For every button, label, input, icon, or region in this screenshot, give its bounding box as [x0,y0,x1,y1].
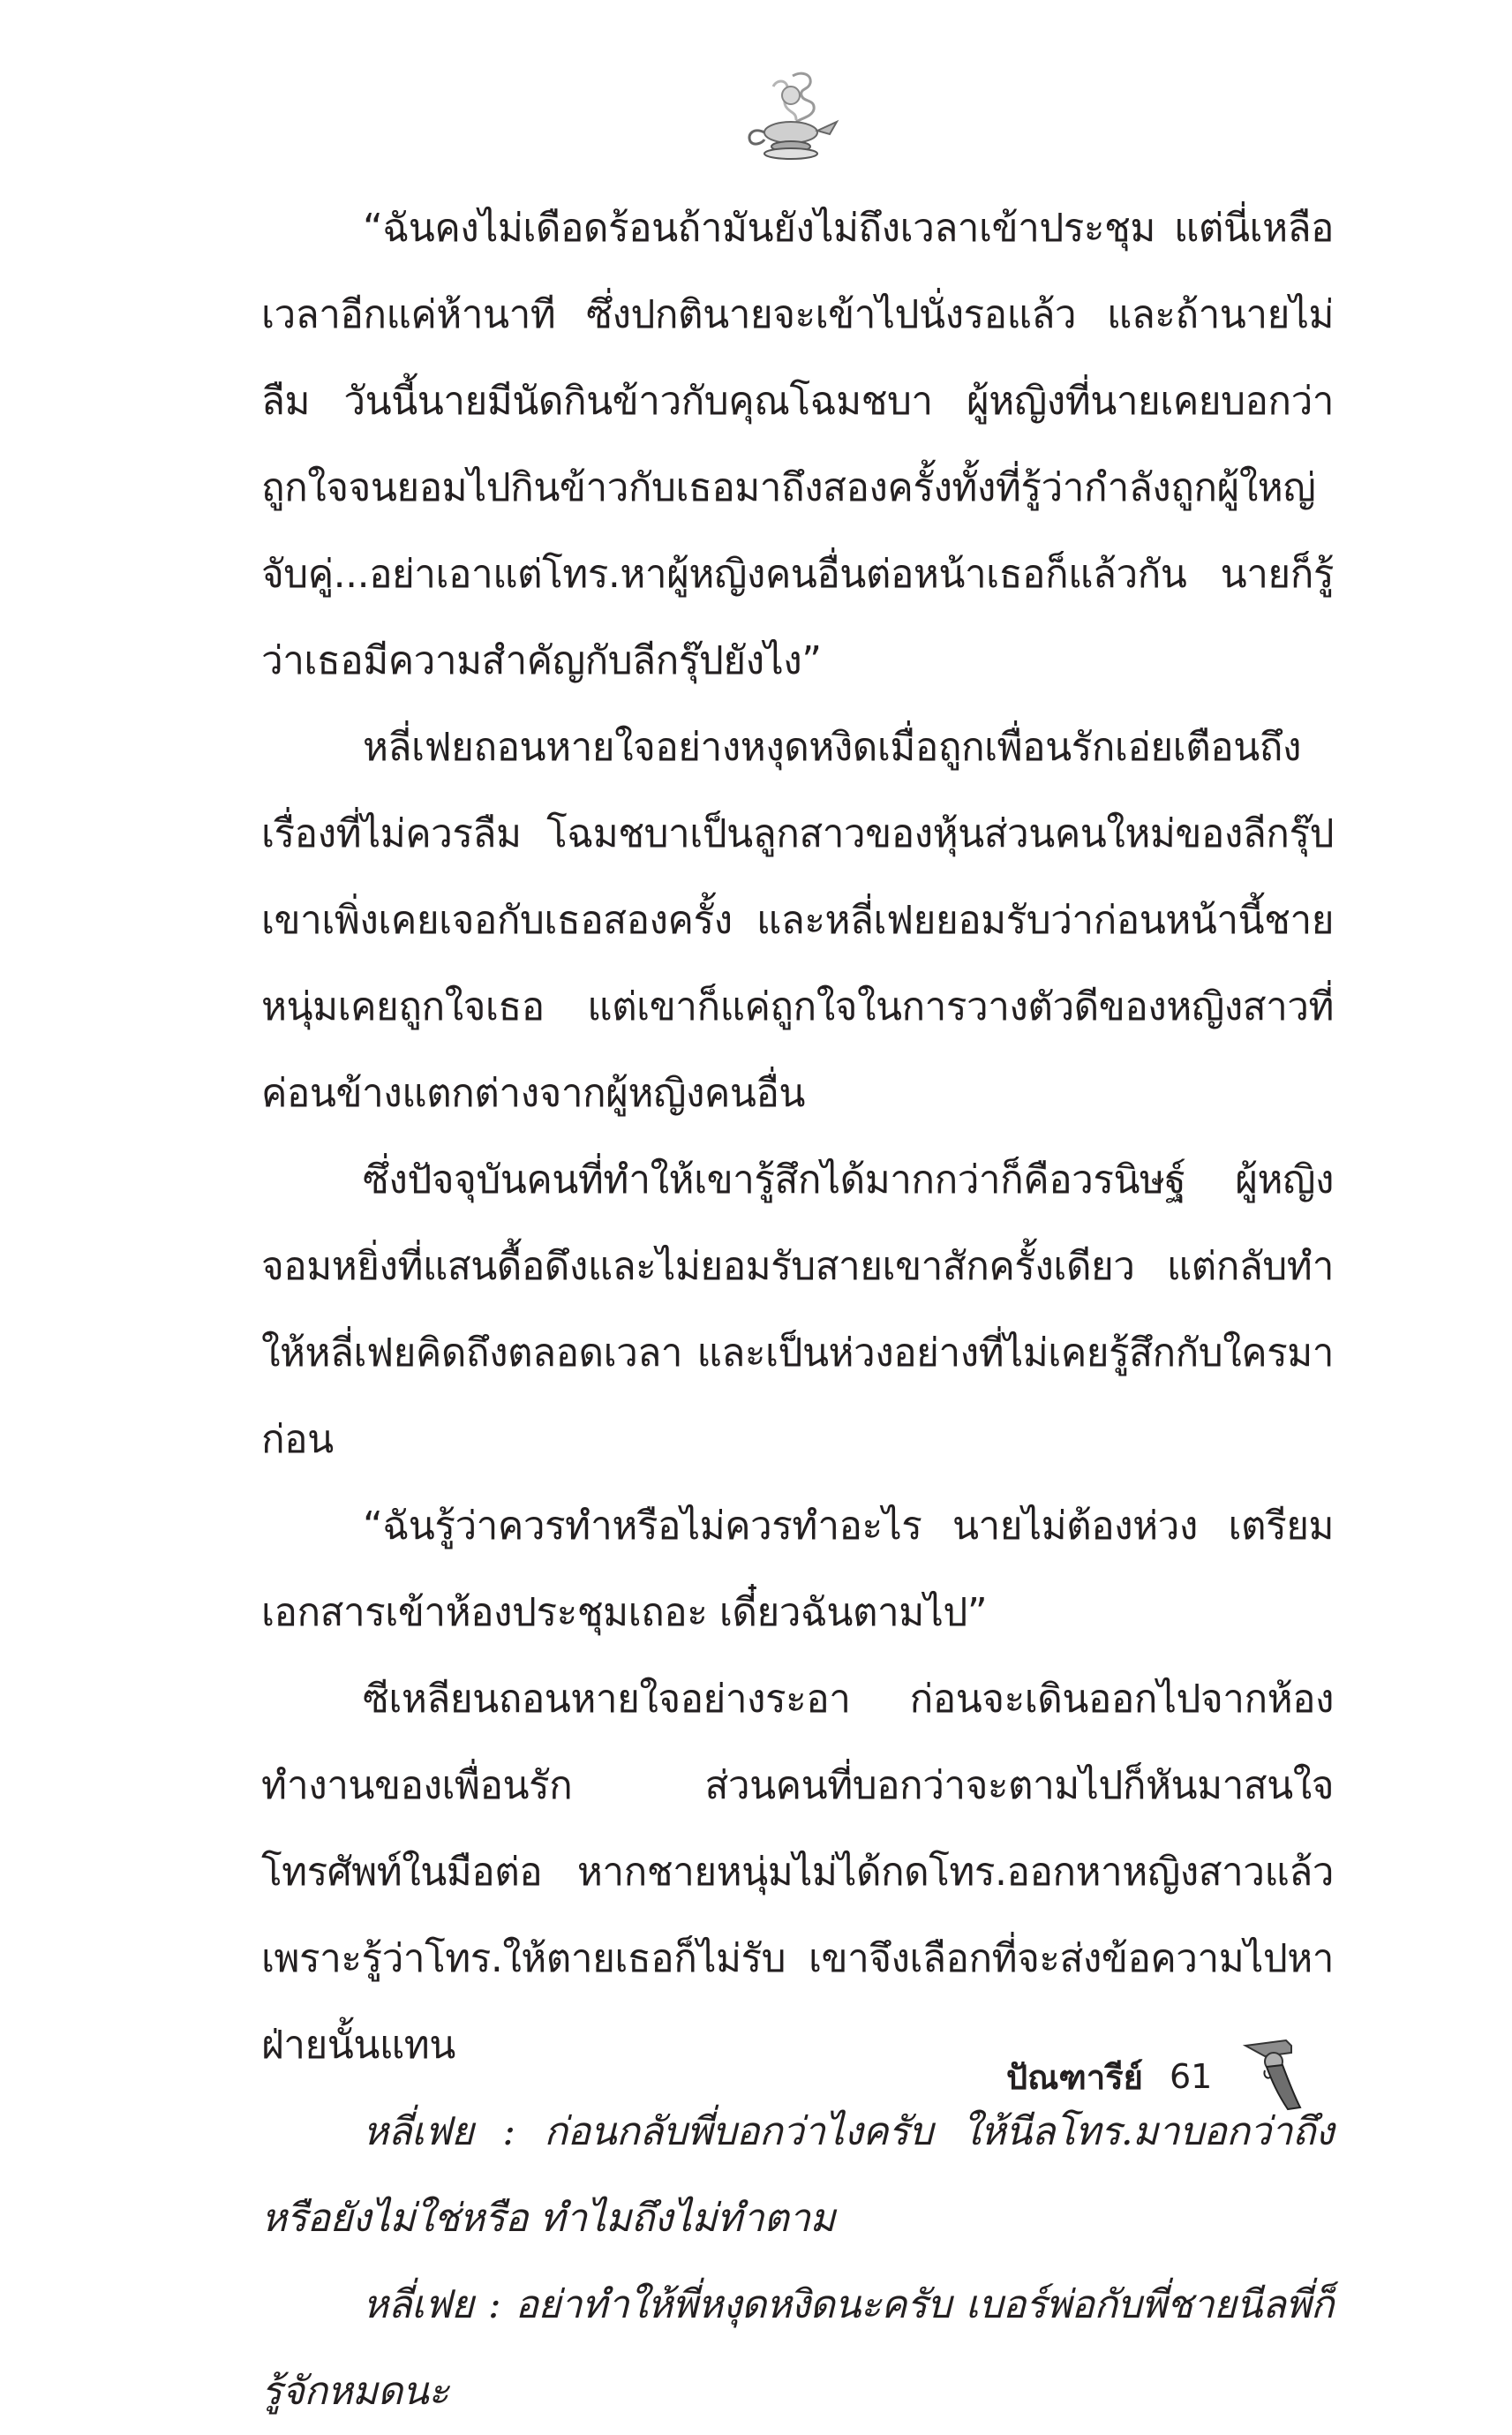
page-footer [1006,2041,1305,2112]
revolver-icon [1238,2037,1305,2116]
paragraph-5: ซีเหลียนถอนหายใจอย่างระอา ก่อนจะเดินออกไปจากห้องทำงานของเพื่อนรัก ส่วนคนที่บอกว่าจะตามไปก็หันมาสนใจโทรศัพท์ในมือต่อ หากชายหนุ่มไม่ได้กดโทร.ออกหาหญิงสาวแล้ว เพราะรู้ว่าโทร.ให้ตายเธอก็ไม่รับ เขาจึงเลือกที่จะส่งข้อความไปหาฝ่ายนั้นแทน [261,1677,1334,2068]
paragraph-3: ซึ่งปัจจุบันคนที่ทำให้เขารู้สึกได้มากกว่าก็คือวรนิษฐ์ ผู้หญิงจอมหยิ่งที่แสนดื้อดึงและไม่ยอมรับสายเขาสักครั้งเดียว แต่กลับทำให้หลี่เฟยคิดถึงตลอดเวลา และเป็นห่วงอย่างที่ไม่เคยรู้สึกกับใครมาก่อน [261,1157,1334,1462]
page-number: 61 [1169,2057,1213,2096]
paragraph-2: หลี่เฟยถอนหายใจอย่างหงุดหงิดเมื่อถูกเพื่อนรักเอ่ยเตือนถึงเรื่องที่ไม่ควรลืม โฉมชบาเป็นลูกสาวของหุ้นส่วนคนใหม่ของลีกรุ๊ป เขาเพิ่งเคยเจอกับเธอสองครั้ง และหลี่เฟยยอมรับว่าก่อนหน้านี้ชายหนุ่มเคยถูกใจเธอ แต่เขาก็แค่ถูกใจในการวางตัวดีของหญิงสาวที่ค่อนข้างแตกต่างจากผู้หญิงคนอื่น [261,725,1334,1116]
paragraph-1: “ฉันคงไม่เดือดร้อนถ้ามันยังไม่ถึงเวลาเข้าประชุม แต่นี่เหลือเวลาอีกแค่ห้านาที ซึ่งปกตินายจะเข้าไปนั่งรอแล้ว และถ้านายไม่ลืม วันนี้นายมีนัดกินข้าวกับคุณโฉมชบา ผู้หญิงที่นายเคยบอกว่าถูกใจจนยอมไปกินข้าวกับเธอมาถึงสองครั้งทั้งที่รู้ว่ากำลังถูกผู้ใหญ่จับคู่...อย่าเอาแต่โทร.หาผู้หญิงคนอื่นต่อหน้าเธอก็แล้วกัน นายก็รู้ว่าเธอมีความสำคัญกับลีกรุ๊ปยังไง” [261,206,1334,683]
paragraph-7-message: หลี่เฟย : อย่าทำให้พี่หงุดหงิดนะครับ เบอร์พ่อกับพี่ชายนีลพี่ก็รู้จักหมดนะ [261,2282,1334,2414]
paragraph-4: “ฉันรู้ว่าควรทำหรือไม่ควรทำอะไร นายไม่ต้องห่วง เตรียมเอกสารเข้าห้องประชุมเถอะ เดี๋ยวฉันตามไป” [261,1504,1334,1635]
paragraph-6-message: หลี่เฟย : ก่อนกลับพี่บอกว่าไงครับ ให้นีลโทร.มาบอกว่าถึงหรือยังไม่ใช่หรือ ทำไมถึงไม่ทำตาม [261,2109,1334,2241]
book-title: ปัณฑารีย์ [1006,2057,1143,2097]
genie-lamp-icon [738,69,844,166]
